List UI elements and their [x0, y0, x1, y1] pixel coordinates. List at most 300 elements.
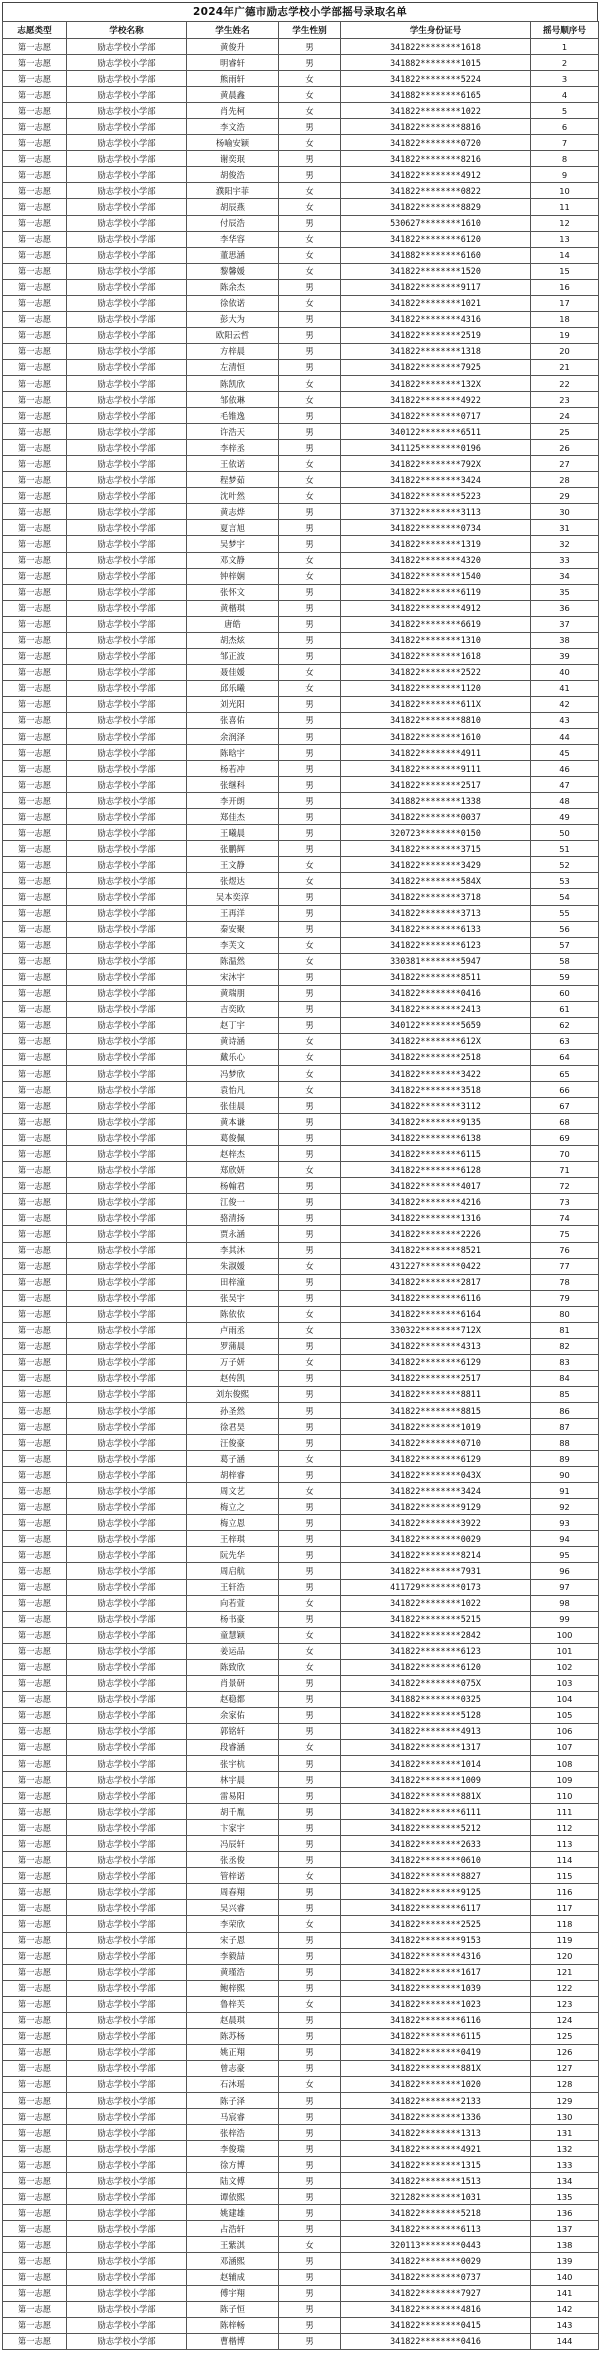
cell-lottery-number: 66 — [531, 1082, 599, 1098]
cell-student-name: 冯梦欣 — [187, 1066, 279, 1082]
cell-school-name: 励志学校小学部 — [67, 520, 187, 536]
cell-preference-type: 第一志愿 — [3, 504, 67, 520]
cell-lottery-number: 103 — [531, 1675, 599, 1691]
table-row — [3, 825, 599, 841]
cell-lottery-number: 50 — [531, 825, 599, 841]
cell-school-name: 励志学校小学部 — [67, 1467, 187, 1483]
cell-student-gender: 女 — [279, 1354, 341, 1370]
table-row — [3, 151, 599, 167]
table-row — [3, 2173, 599, 2189]
cell-student-name: 罗蒲晨 — [187, 1338, 279, 1354]
table-row — [3, 985, 599, 1001]
cell-preference-type: 第一志愿 — [3, 2285, 67, 2301]
cell-student-id: 341822********6129 — [341, 1354, 531, 1370]
cell-lottery-number: 109 — [531, 1772, 599, 1788]
cell-lottery-number: 100 — [531, 1627, 599, 1643]
cell-school-name: 励志学校小学部 — [67, 2301, 187, 2317]
table-row — [3, 1772, 599, 1788]
cell-school-name: 励志学校小学部 — [67, 809, 187, 825]
cell-school-name: 励志学校小学部 — [67, 729, 187, 745]
cell-student-id: 341882********6165 — [341, 87, 531, 103]
table-row — [3, 1948, 599, 1964]
cell-student-id: 341822********1319 — [341, 536, 531, 552]
cell-preference-type: 第一志愿 — [3, 2301, 67, 2317]
cell-preference-type: 第一志愿 — [3, 1467, 67, 1483]
cell-student-name: 黄瑞朋 — [187, 985, 279, 1001]
table-row — [3, 135, 599, 151]
cell-student-gender: 女 — [279, 103, 341, 119]
table-row — [3, 103, 599, 119]
cell-preference-type: 第一志愿 — [3, 793, 67, 809]
cell-preference-type: 第一志愿 — [3, 1579, 67, 1595]
cell-lottery-number: 132 — [531, 2141, 599, 2157]
cell-student-name: 冯辰轩 — [187, 1836, 279, 1852]
cell-school-name: 励志学校小学部 — [67, 1178, 187, 1194]
cell-student-id: 341822********3422 — [341, 1066, 531, 1082]
cell-student-gender: 女 — [279, 1066, 341, 1082]
cell-preference-type: 第一志愿 — [3, 1836, 67, 1852]
cell-school-name: 励志学校小学部 — [67, 1033, 187, 1049]
cell-lottery-number: 56 — [531, 921, 599, 937]
cell-school-name: 励志学校小学部 — [67, 937, 187, 953]
cell-student-id: 341822********1022 — [341, 103, 531, 119]
cell-student-name: 黄诗涵 — [187, 1033, 279, 1049]
cell-school-name: 励志学校小学部 — [67, 1531, 187, 1547]
cell-student-id: 341822********6133 — [341, 921, 531, 937]
cell-student-name: 濮阳宇菲 — [187, 183, 279, 199]
cell-school-name: 励志学校小学部 — [67, 1001, 187, 1017]
cell-student-name: 胡梓睿 — [187, 1467, 279, 1483]
cell-lottery-number: 90 — [531, 1467, 599, 1483]
cell-student-gender: 男 — [279, 793, 341, 809]
cell-school-name: 励志学校小学部 — [67, 1354, 187, 1370]
cell-school-name: 励志学校小学部 — [67, 1049, 187, 1065]
cell-school-name: 励志学校小学部 — [67, 231, 187, 247]
cell-school-name: 励志学校小学部 — [67, 680, 187, 696]
cell-school-name: 励志学校小学部 — [67, 985, 187, 1001]
cell-lottery-number: 42 — [531, 696, 599, 712]
table-row — [3, 1210, 599, 1226]
cell-student-id: 341822********2226 — [341, 1226, 531, 1242]
cell-student-name: 王梓琪 — [187, 1531, 279, 1547]
cell-student-name: 张继科 — [187, 777, 279, 793]
cell-student-gender: 女 — [279, 937, 341, 953]
cell-lottery-number: 131 — [531, 2125, 599, 2141]
cell-student-id: 341822********6123 — [341, 1643, 531, 1659]
cell-preference-type: 第一志愿 — [3, 311, 67, 327]
table-row — [3, 2237, 599, 2253]
cell-student-id: 341822********3112 — [341, 1098, 531, 1114]
cell-lottery-number: 21 — [531, 359, 599, 375]
cell-lottery-number: 87 — [531, 1419, 599, 1435]
cell-student-id: 341822********792X — [341, 456, 531, 472]
cell-student-name: 余润泽 — [187, 729, 279, 745]
cell-school-name: 励志学校小学部 — [67, 2093, 187, 2109]
cell-preference-type: 第一志愿 — [3, 2093, 67, 2109]
cell-preference-type: 第一志愿 — [3, 680, 67, 696]
cell-preference-type: 第一志愿 — [3, 2221, 67, 2237]
cell-student-name: 姜运品 — [187, 1643, 279, 1659]
cell-lottery-number: 16 — [531, 279, 599, 295]
cell-student-id: 341822********2517 — [341, 1370, 531, 1386]
cell-school-name: 励志学校小学部 — [67, 1306, 187, 1322]
cell-school-name: 励志学校小学部 — [67, 135, 187, 151]
cell-school-name: 励志学校小学部 — [67, 440, 187, 456]
cell-student-gender: 男 — [279, 809, 341, 825]
cell-student-name: 黄楷琪 — [187, 600, 279, 616]
cell-school-name: 励志学校小学部 — [67, 1515, 187, 1531]
cell-student-name: 秦安聚 — [187, 921, 279, 937]
header-student-id: 学生身份证号 — [341, 22, 531, 39]
cell-preference-type: 第一志愿 — [3, 135, 67, 151]
table-row — [3, 1194, 599, 1210]
cell-student-id: 341822********1019 — [341, 1419, 531, 1435]
cell-school-name: 励志学校小学部 — [67, 857, 187, 873]
cell-lottery-number: 3 — [531, 71, 599, 87]
cell-preference-type: 第一志愿 — [3, 1659, 67, 1675]
cell-lottery-number: 58 — [531, 953, 599, 969]
cell-preference-type: 第一志愿 — [3, 761, 67, 777]
cell-school-name: 励志学校小学部 — [67, 1691, 187, 1707]
table-row — [3, 873, 599, 889]
cell-lottery-number: 25 — [531, 424, 599, 440]
cell-student-gender: 女 — [279, 71, 341, 87]
cell-student-name: 吴本奕淳 — [187, 889, 279, 905]
cell-school-name: 励志学校小学部 — [67, 2125, 187, 2141]
cell-lottery-number: 22 — [531, 375, 599, 391]
cell-lottery-number: 61 — [531, 1001, 599, 1017]
cell-school-name: 励志学校小学部 — [67, 1370, 187, 1386]
cell-student-id: 341822********3718 — [341, 889, 531, 905]
cell-school-name: 励志学校小学部 — [67, 1707, 187, 1723]
table-row — [3, 1836, 599, 1852]
cell-preference-type: 第一志愿 — [3, 2189, 67, 2205]
table-row — [3, 745, 599, 761]
cell-student-name: 赵辅成 — [187, 2269, 279, 2285]
cell-preference-type: 第一志愿 — [3, 1563, 67, 1579]
cell-student-id: 341822********1120 — [341, 680, 531, 696]
cell-student-name: 张喜佑 — [187, 712, 279, 728]
cell-preference-type: 第一志愿 — [3, 327, 67, 343]
cell-student-id: 341822********0737 — [341, 2269, 531, 2285]
cell-school-name: 励志学校小学部 — [67, 39, 187, 55]
cell-lottery-number: 75 — [531, 1226, 599, 1242]
cell-preference-type: 第一志愿 — [3, 1322, 67, 1338]
cell-lottery-number: 7 — [531, 135, 599, 151]
cell-student-id: 341822********132X — [341, 375, 531, 391]
table-row — [3, 1370, 599, 1386]
cell-school-name: 励志学校小学部 — [67, 2205, 187, 2221]
cell-student-name: 李文浩 — [187, 119, 279, 135]
cell-lottery-number: 36 — [531, 600, 599, 616]
cell-student-id: 341822********0710 — [341, 1435, 531, 1451]
cell-lottery-number: 84 — [531, 1370, 599, 1386]
cell-student-id: 341822********2133 — [341, 2093, 531, 2109]
cell-school-name: 励志学校小学部 — [67, 2060, 187, 2076]
cell-preference-type: 第一志愿 — [3, 1082, 67, 1098]
cell-student-id: 341822********1540 — [341, 568, 531, 584]
cell-student-gender: 男 — [279, 424, 341, 440]
cell-school-name: 励志学校小学部 — [67, 87, 187, 103]
cell-school-name: 励志学校小学部 — [67, 504, 187, 520]
cell-student-id: 341822********8521 — [341, 1242, 531, 1258]
cell-preference-type: 第一志愿 — [3, 889, 67, 905]
cell-preference-type: 第一志愿 — [3, 696, 67, 712]
cell-student-name: 朱淑媛 — [187, 1258, 279, 1274]
cell-lottery-number: 144 — [531, 2333, 599, 2349]
table-row — [3, 2028, 599, 2044]
cell-lottery-number: 94 — [531, 1531, 599, 1547]
cell-student-name: 陈晗宇 — [187, 745, 279, 761]
cell-student-gender: 男 — [279, 1098, 341, 1114]
table-row — [3, 1691, 599, 1707]
table-row — [3, 1788, 599, 1804]
cell-lottery-number: 85 — [531, 1386, 599, 1402]
cell-lottery-number: 63 — [531, 1033, 599, 1049]
cell-school-name: 励志学校小学部 — [67, 375, 187, 391]
cell-student-gender: 男 — [279, 1402, 341, 1418]
cell-student-id: 341822********1313 — [341, 2125, 531, 2141]
cell-school-name: 励志学校小学部 — [67, 761, 187, 777]
cell-student-name: 姚建雄 — [187, 2205, 279, 2221]
cell-student-id: 341882********1338 — [341, 793, 531, 809]
cell-student-id: 341822********2633 — [341, 1836, 531, 1852]
cell-school-name: 励志学校小学部 — [67, 1499, 187, 1515]
cell-student-name: 张佳晨 — [187, 1098, 279, 1114]
cell-student-gender: 男 — [279, 2317, 341, 2333]
cell-lottery-number: 137 — [531, 2221, 599, 2237]
cell-student-name: 王再洋 — [187, 905, 279, 921]
cell-student-gender: 女 — [279, 568, 341, 584]
cell-student-name: 曾志豪 — [187, 2060, 279, 2076]
cell-student-id: 341822********6116 — [341, 1290, 531, 1306]
cell-student-id: 341822********1513 — [341, 2173, 531, 2189]
cell-student-name: 姚正翔 — [187, 2044, 279, 2060]
cell-preference-type: 第一志愿 — [3, 1804, 67, 1820]
cell-student-id: 341822********6128 — [341, 1162, 531, 1178]
cell-school-name: 励志学校小学部 — [67, 696, 187, 712]
table-row — [3, 841, 599, 857]
cell-preference-type: 第一志愿 — [3, 1756, 67, 1772]
cell-school-name: 励志学校小学部 — [67, 1194, 187, 1210]
cell-school-name: 励志学校小学部 — [67, 2269, 187, 2285]
cell-student-name: 王文静 — [187, 857, 279, 873]
table-row — [3, 55, 599, 71]
cell-student-gender: 男 — [279, 1370, 341, 1386]
cell-school-name: 励志学校小学部 — [67, 1451, 187, 1467]
cell-student-name: 卢雨丞 — [187, 1322, 279, 1338]
cell-student-id: 341822********0037 — [341, 809, 531, 825]
cell-school-name: 励志学校小学部 — [67, 1162, 187, 1178]
cell-student-name: 马宸睿 — [187, 2109, 279, 2125]
cell-lottery-number: 47 — [531, 777, 599, 793]
cell-preference-type: 第一志愿 — [3, 1932, 67, 1948]
cell-school-name: 励志学校小学部 — [67, 1675, 187, 1691]
cell-school-name: 励志学校小学部 — [67, 584, 187, 600]
cell-student-gender: 女 — [279, 664, 341, 680]
cell-preference-type: 第一志愿 — [3, 584, 67, 600]
cell-lottery-number: 52 — [531, 857, 599, 873]
cell-preference-type: 第一志愿 — [3, 2317, 67, 2333]
cell-student-id: 341822********4017 — [341, 1178, 531, 1194]
cell-student-id: 341822********8214 — [341, 1547, 531, 1563]
table-row — [3, 327, 599, 343]
cell-preference-type: 第一志愿 — [3, 1242, 67, 1258]
cell-school-name: 励志学校小学部 — [67, 1964, 187, 1980]
cell-student-name: 程梦茹 — [187, 472, 279, 488]
cell-school-name: 励志学校小学部 — [67, 1643, 187, 1659]
cell-student-gender: 女 — [279, 680, 341, 696]
cell-school-name: 励志学校小学部 — [67, 359, 187, 375]
cell-student-id: 341822********7931 — [341, 1563, 531, 1579]
cell-preference-type: 第一志愿 — [3, 1178, 67, 1194]
cell-preference-type: 第一志愿 — [3, 279, 67, 295]
cell-student-gender: 男 — [279, 1338, 341, 1354]
table-row — [3, 1290, 599, 1306]
cell-student-gender: 男 — [279, 1531, 341, 1547]
cell-student-id: 341822********5128 — [341, 1707, 531, 1723]
cell-student-id: 341882********0325 — [341, 1691, 531, 1707]
cell-student-name: 鲁梓芙 — [187, 1996, 279, 2012]
cell-school-name: 励志学校小学部 — [67, 1563, 187, 1579]
cell-school-name: 励志学校小学部 — [67, 2237, 187, 2253]
cell-school-name: 励志学校小学部 — [67, 712, 187, 728]
cell-school-name: 励志学校小学部 — [67, 295, 187, 311]
cell-student-name: 陈苏杨 — [187, 2028, 279, 2044]
table-row — [3, 2269, 599, 2285]
table-row — [3, 1146, 599, 1162]
cell-preference-type: 第一志愿 — [3, 1258, 67, 1274]
cell-student-id: 341822********6111 — [341, 1804, 531, 1820]
cell-student-name: 胡辰燕 — [187, 199, 279, 215]
cell-student-gender: 男 — [279, 2205, 341, 2221]
cell-student-id: 341822********0419 — [341, 2044, 531, 2060]
cell-student-id: 341822********4316 — [341, 1948, 531, 1964]
cell-student-gender: 女 — [279, 375, 341, 391]
cell-student-id: 341822********1610 — [341, 729, 531, 745]
cell-preference-type: 第一志愿 — [3, 1435, 67, 1451]
cell-student-gender: 女 — [279, 263, 341, 279]
cell-preference-type: 第一志愿 — [3, 1980, 67, 1996]
table-row — [3, 1595, 599, 1611]
cell-lottery-number: 88 — [531, 1435, 599, 1451]
cell-school-name: 励志学校小学部 — [67, 424, 187, 440]
cell-student-id: 341125********0196 — [341, 440, 531, 456]
cell-lottery-number: 108 — [531, 1756, 599, 1772]
cell-preference-type: 第一志愿 — [3, 841, 67, 857]
cell-student-gender: 男 — [279, 2285, 341, 2301]
cell-student-gender: 女 — [279, 2237, 341, 2253]
cell-preference-type: 第一志愿 — [3, 87, 67, 103]
table-row — [3, 969, 599, 985]
cell-lottery-number: 93 — [531, 1515, 599, 1531]
cell-lottery-number: 122 — [531, 1980, 599, 1996]
cell-lottery-number: 143 — [531, 2317, 599, 2333]
table-row — [3, 520, 599, 536]
cell-school-name: 励志学校小学部 — [67, 1756, 187, 1772]
table-row — [3, 2012, 599, 2028]
cell-preference-type: 第一志愿 — [3, 424, 67, 440]
cell-student-gender: 女 — [279, 87, 341, 103]
cell-student-id: 341822********8829 — [341, 199, 531, 215]
cell-preference-type: 第一志愿 — [3, 616, 67, 632]
cell-student-id: 341822********4316 — [341, 311, 531, 327]
cell-student-name: 吉奕欧 — [187, 1001, 279, 1017]
table-row — [3, 1114, 599, 1130]
cell-preference-type: 第一志愿 — [3, 2076, 67, 2092]
cell-preference-type: 第一志愿 — [3, 937, 67, 953]
cell-student-gender: 男 — [279, 359, 341, 375]
cell-student-gender: 男 — [279, 1932, 341, 1948]
cell-student-id: 341822********5212 — [341, 1820, 531, 1836]
cell-student-gender: 女 — [279, 873, 341, 889]
cell-lottery-number: 23 — [531, 392, 599, 408]
cell-lottery-number: 34 — [531, 568, 599, 584]
cell-school-name: 励志学校小学部 — [67, 279, 187, 295]
cell-preference-type: 第一志愿 — [3, 1964, 67, 1980]
cell-student-gender: 男 — [279, 2269, 341, 2285]
cell-student-gender: 女 — [279, 1627, 341, 1643]
cell-student-name: 左清恒 — [187, 359, 279, 375]
cell-lottery-number: 106 — [531, 1723, 599, 1739]
cell-school-name: 励志学校小学部 — [67, 1980, 187, 1996]
cell-student-name: 赵传凯 — [187, 1370, 279, 1386]
table-row — [3, 1242, 599, 1258]
cell-lottery-number: 30 — [531, 504, 599, 520]
cell-student-gender: 男 — [279, 215, 341, 231]
table-row — [3, 1162, 599, 1178]
cell-school-name: 励志学校小学部 — [67, 2109, 187, 2125]
cell-lottery-number: 24 — [531, 408, 599, 424]
cell-lottery-number: 39 — [531, 648, 599, 664]
cell-preference-type: 第一志愿 — [3, 1868, 67, 1884]
cell-school-name: 励志学校小学部 — [67, 1402, 187, 1418]
cell-student-gender: 女 — [279, 392, 341, 408]
cell-student-gender: 女 — [279, 1916, 341, 1932]
cell-student-id: 341822********4216 — [341, 1194, 531, 1210]
cell-lottery-number: 17 — [531, 295, 599, 311]
cell-student-name: 卞家宇 — [187, 1820, 279, 1836]
cell-student-name: 童慧颖 — [187, 1627, 279, 1643]
cell-lottery-number: 128 — [531, 2076, 599, 2092]
cell-student-name: 江俊一 — [187, 1194, 279, 1210]
cell-student-name: 李毅喆 — [187, 1948, 279, 1964]
cell-student-name: 唐皓 — [187, 616, 279, 632]
cell-preference-type: 第一志愿 — [3, 408, 67, 424]
cell-preference-type: 第一志愿 — [3, 1996, 67, 2012]
table-row — [3, 937, 599, 953]
cell-student-gender: 男 — [279, 327, 341, 343]
cell-preference-type: 第一志愿 — [3, 1916, 67, 1932]
cell-student-name: 曹楷博 — [187, 2333, 279, 2349]
table-row — [3, 71, 599, 87]
cell-lottery-number: 64 — [531, 1049, 599, 1065]
cell-student-name: 刘光阳 — [187, 696, 279, 712]
cell-student-gender: 男 — [279, 2060, 341, 2076]
cell-student-gender: 男 — [279, 536, 341, 552]
cell-preference-type: 第一志愿 — [3, 1515, 67, 1531]
table-row — [3, 1884, 599, 1900]
cell-student-id: 341822********6117 — [341, 1900, 531, 1916]
cell-school-name: 励志学校小学部 — [67, 1435, 187, 1451]
cell-school-name: 励志学校小学部 — [67, 1066, 187, 1082]
cell-student-name: 聂佳媛 — [187, 664, 279, 680]
cell-student-gender: 男 — [279, 55, 341, 71]
cell-student-id: 341822********8810 — [341, 712, 531, 728]
cell-student-name: 赵晨琪 — [187, 2012, 279, 2028]
cell-lottery-number: 73 — [531, 1194, 599, 1210]
cell-student-gender: 男 — [279, 1499, 341, 1515]
